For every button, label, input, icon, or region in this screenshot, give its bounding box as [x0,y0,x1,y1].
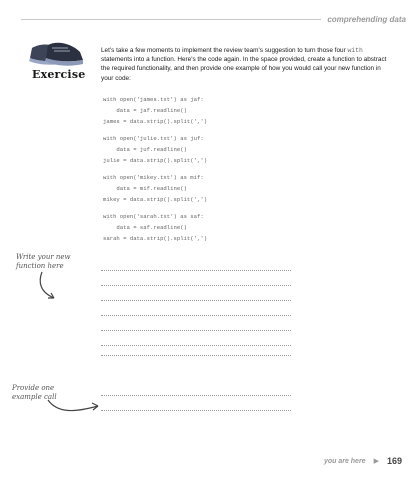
code-block-james [103,94,207,127]
code-line: mikey = data.strip().split(',') [103,196,208,203]
code-line: data = mif.readline() [103,185,187,192]
code-line: with open('sarah.txt') as saf: [103,213,204,220]
answer-line[interactable] [101,345,291,346]
answer-line[interactable] [101,410,291,411]
page-number: 169 [386,456,402,466]
you-are-here-label: you are here [323,457,366,465]
write-function-note [16,253,71,271]
code-line: sarah = data.strip().split(',') [103,235,208,242]
answer-line[interactable] [101,315,291,316]
answer-line[interactable] [101,355,291,356]
code-block-julie [103,133,207,166]
answer-line[interactable] [101,395,291,396]
section-title: comprehending data [327,14,406,24]
instructions-text-start: Let's take a few moments to implement the review team's suggestion to turn those four [101,47,348,54]
running-header [21,8,406,30]
header-rule [21,19,321,20]
curved-arrow-icon [46,396,102,416]
running-shoes-icon [26,40,90,70]
exercise-instructions [101,46,389,83]
code-line: julie = data.strip().split(',') [103,157,208,164]
answer-line[interactable] [101,330,291,331]
page-footer [324,456,402,466]
code-line: with open('james.txt') as jaf: [103,96,204,103]
note-line: example call [12,393,57,401]
code-line: data = jaf.readline() [103,107,187,114]
inline-code-with: with [347,47,363,54]
curved-arrow-icon [18,270,60,306]
code-block-mikey [103,172,207,205]
note-line: Provide one [12,384,55,392]
instructions-text-end: statements into a function. Here's the code again. In the space provided, create a function to abstract the required functionality, and then provide one example of how you would call your new function in your code: [101,56,387,82]
note-line: function here [16,262,64,270]
code-line: james = data.strip().split(',') [103,118,208,125]
note-line: Write your new [16,253,71,261]
code-block-sarah [103,211,207,244]
exercise-label: Exercise [32,68,86,81]
triangle-arrow-icon: ▶ [373,458,379,465]
answer-line[interactable] [101,270,291,271]
code-line: with open('julie.txt') as juf: [103,135,204,142]
code-line: data = juf.readline() [103,146,187,153]
code-line: with open('mikey.txt') as mif: [103,174,204,181]
answer-line[interactable] [101,300,291,301]
answer-line[interactable] [101,285,291,286]
code-line: data = saf.readline() [103,224,187,231]
